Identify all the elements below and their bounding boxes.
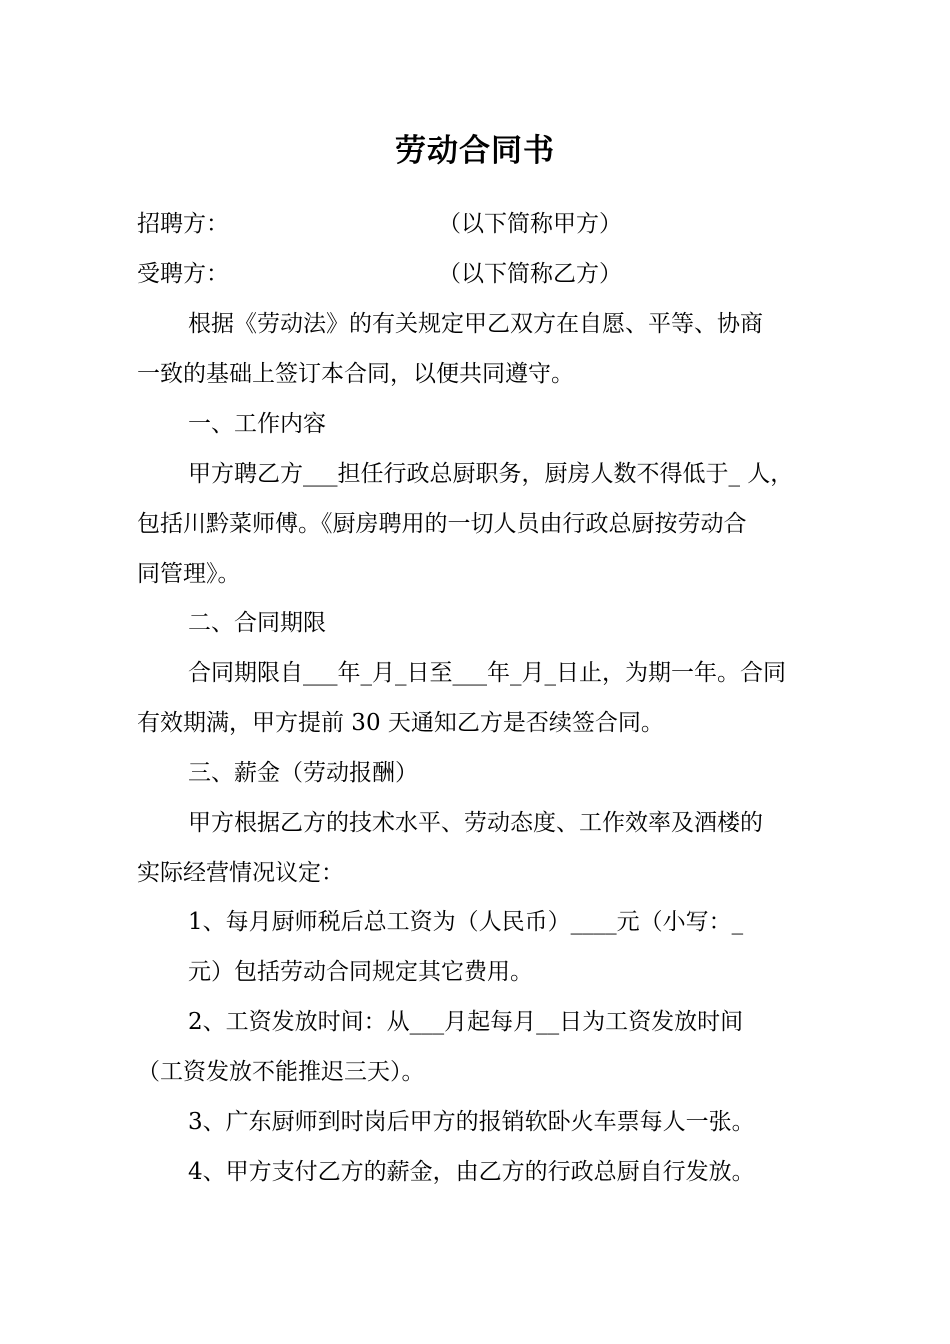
employee-note: （以下简称乙方） [438,261,622,287]
section-heading: 三、薪金（劳动报酬） [188,760,418,786]
paragraph-line: 2、工资发放时间：从___月起每月__日为工资发放时间 [188,1009,744,1035]
section-heading: 一、工作内容 [188,411,326,437]
section-heading: 二、合同期限 [188,610,326,636]
employer-label: 招聘方： [137,211,229,237]
paragraph-line: 元）包括劳动合同规定其它费用。 [188,959,533,985]
employer-note: （以下简称甲方） [438,211,622,237]
paragraph-line: （工资发放不能推迟三天）。 [137,1059,425,1085]
paragraph-line: 1、每月厨师税后总工资为（人民币）____元（小写：_ [188,909,744,935]
employer-line [137,209,622,239]
paragraph-line: 实际经营情况议定： [137,860,344,886]
paragraph-line: 3、广东厨师到时岗后甲方的报销软卧火车票每人一张。 [188,1109,755,1135]
paragraph-line: 同管理》。 [137,561,241,587]
paragraph-line: 合同期限自___年_月_日至___年_月_日止，为期一年。合同 [188,660,786,686]
paragraph-line: 一致的基础上签订本合同，以便共同遵守。 [137,361,574,387]
employee-label: 受聘方： [137,261,229,287]
employee-line [137,259,622,289]
paragraph-line: 有效期满，甲方提前 30 天通知乙方是否续签合同。 [137,710,664,736]
paragraph-line: 4、甲方支付乙方的薪金，由乙方的行政总厨自行发放。 [188,1159,755,1185]
paragraph-line: 甲方根据乙方的技术水平、劳动态度、工作效率及酒楼的 [188,810,763,836]
paragraph-line: 根据《劳动法》的有关规定甲乙双方在自愿、平等、协商 [188,311,763,337]
paragraph-line: 甲方聘乙方___担任行政总厨职务，厨房人数不得低于_ 人， [188,461,794,487]
paragraph-line: 包括川黔菜师傅。《厨房聘用的一切人员由行政总厨按劳动合 [137,511,747,537]
document-title: 劳动合同书 [395,133,555,169]
